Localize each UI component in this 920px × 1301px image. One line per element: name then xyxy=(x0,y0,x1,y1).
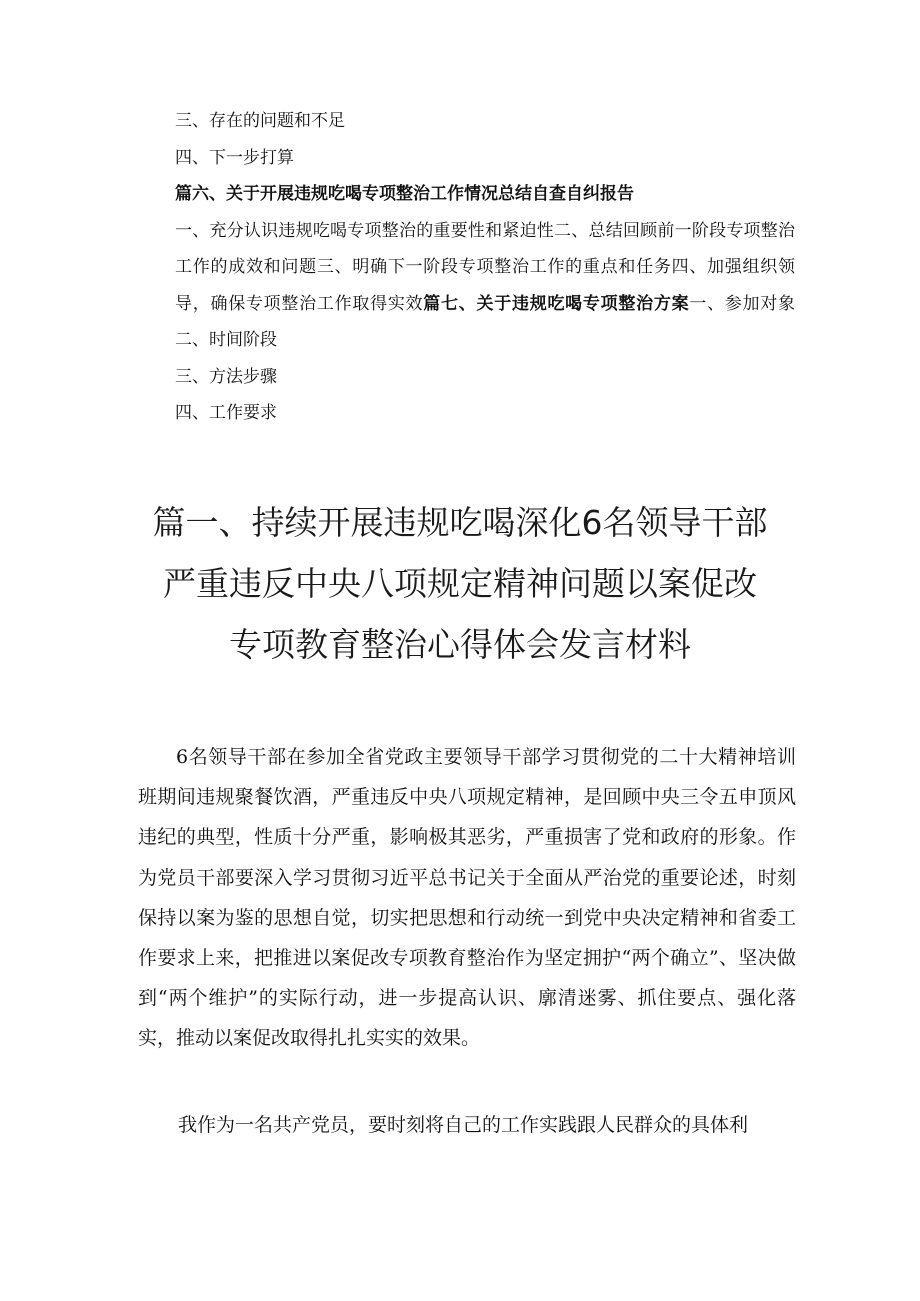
toc-line: 四、工作要求 xyxy=(175,403,277,423)
toc-paragraph-text: 一、充分认识违规吃喝专项整治的重要性和紧迫性二、总结回顾前一阶段专项整治工作的成效和问题三、明确下一阶段专项整治工作的重点和任务四、加强组织领导，确保专项整治工作取得实效 xyxy=(175,220,795,314)
toc-paragraph xyxy=(175,213,795,359)
toc-heading-7: 篇七、关于违规吃喝专项整治方案 xyxy=(423,293,690,314)
table-of-contents xyxy=(175,103,795,432)
toc-line: 三、方法步骤 xyxy=(175,366,277,387)
title-line: 篇一、持续开展违规吃喝深化6名领导干部 xyxy=(152,503,768,542)
body-paragraph: 我作为一名共产党员，要时刻将自己的工作实践跟人民群众的具体利 xyxy=(178,1113,749,1136)
title-line: 专项教育整治心得体会发言材料 xyxy=(229,625,691,664)
toc-heading-6: 篇六、关于开展违规吃喝专项整治工作情况总结自查自纠报告 xyxy=(175,184,634,204)
toc-paragraph-tail: 一、参加对象二、时间阶段 xyxy=(175,293,796,350)
toc-line: 三、存在的问题和不足 xyxy=(175,111,345,131)
document-title xyxy=(100,492,820,675)
toc-line: 四、下一步打算 xyxy=(175,147,294,168)
document-body xyxy=(138,737,796,1145)
title-line: 严重违反中央八项规定精神问题以案促改 xyxy=(163,564,757,603)
body-paragraph: 6名领导干部在参加全省党政主要领导干部学习贯彻党的二十大精神培训班期间违规聚餐饮酒，严重违反中央八项规定精神，是回顾中央三令五申顶风违纪的典型，性质十分严重，影响极其恶劣，严重损害了党和政府的形象。作为党员干部要深入学习贯彻习近平总书记关于全面从严治党的重要论述，时刻保持以案为鉴的思想自觉，切实把思想和行动统一到党中央决定精神和省委工作要求上来，把推进以案促改专项教育整治作为坚定拥护“两个确立”、坚决做到“两个维护”的实际行动，进一步提高认识、廓清迷雾、抓住要点、强化落实，推动以案促改取得扎扎实实的效果。 xyxy=(138,746,796,1050)
